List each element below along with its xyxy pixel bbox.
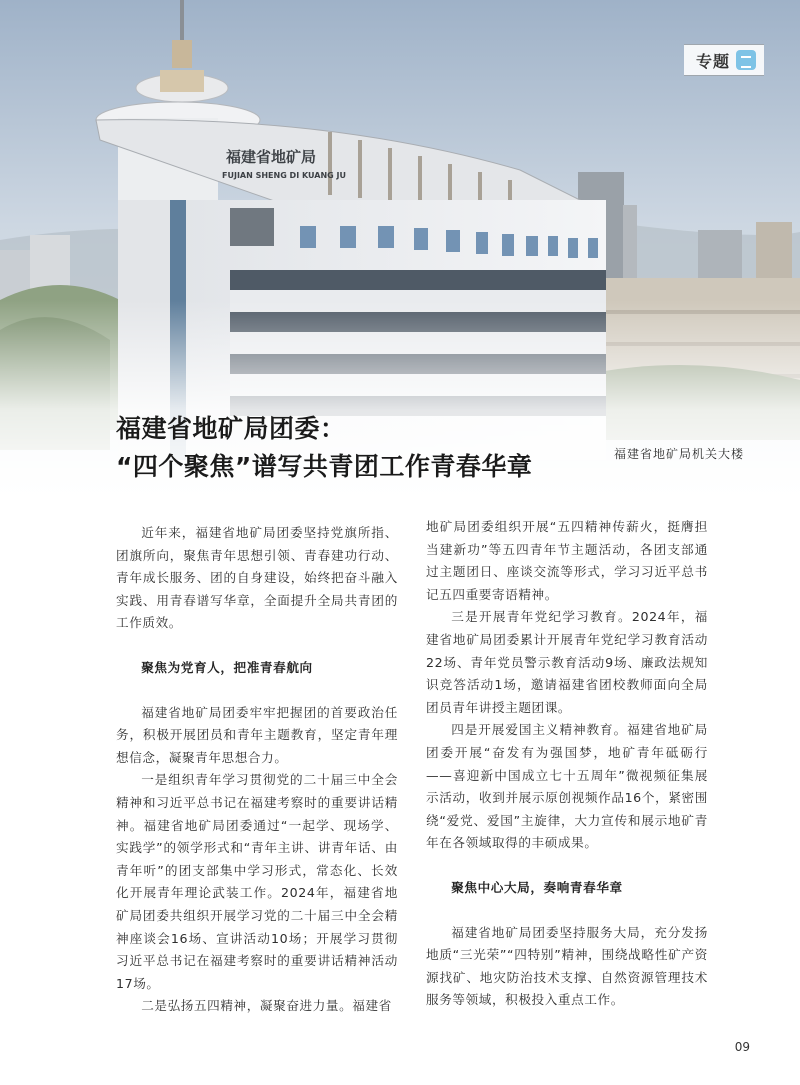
body-column-left — [116, 522, 398, 1018]
section-subheading: 聚焦中心大局，奏响青春华章 — [451, 879, 623, 895]
body-paragraph: 近年来，福建省地矿局团委坚持党旗所指、团旗所向，聚焦青年思想引领、青春建功行动、青年成长服务、团的自身建设，始终把奋斗融入实践、用青春谱写华章，全面提升全局共青团的工作质效。 — [116, 525, 398, 631]
article-headline — [116, 410, 532, 486]
section-tag-label: 专题 — [695, 51, 730, 71]
building-sign-cn: 福建省地矿局 — [226, 148, 317, 166]
body-paragraph: 一是组织青年学习贯彻党的二十届三中全会精神和习近平总书记在福建考察时的重要讲话精神。福建省地矿局团委通过“一起学、现场学、实践学”的领学形式和“青年主讲、讲青年话、由青年听”的团支部集中学习形式，常态化、长效化开展青年理论武装工作。2024年，福建省地矿局团委共组织开展学习党的二十届三中全会精神座谈会16场、宣讲活动10场；开展学习贯彻习近平总书记在福建考察时的重要讲话精神活动17场。 — [116, 772, 398, 991]
building-sign-en: FUJIAN SHENG DI KUANG JU — [222, 171, 346, 180]
body-paragraph: 四是开展爱国主义精神教育。福建省地矿局团委开展“奋发有为强国梦，地矿青年砥砺行——喜迎新中国成立七十五周年”微视频征集展示活动，收到并展示原创视频作品16个，紧密围绕“爱党、爱国”主旋律，大力宣传和展示地矿青年在各领域取得的丰硕成果。 — [426, 722, 708, 851]
body-paragraph: 三是开展青年党纪学习教育。2024年，福建省地矿局团委累计开展青年党纪学习教育活动22场、青年党员警示教育活动9场、廉政法规知识竞答活动1场，邀请福建省团校教师面向全局团员青年讲授主题团课。 — [426, 609, 708, 715]
section-tag — [684, 44, 764, 76]
body-column-right — [426, 516, 708, 1012]
section-subheading: 聚焦为党育人，把准青春航向 — [141, 659, 313, 675]
photo-caption: 福建省地矿局机关大楼 — [614, 447, 745, 461]
body-paragraph: 地矿局团委组织开展“五四精神传薪火，挺膺担当建新功”等五四青年节主题活动，各团支部通过主题团日、座谈交流等形式，学习习近平总书记五四重要寄语精神。 — [426, 519, 708, 602]
body-paragraph: 福建省地矿局团委牢牢把握团的首要政治任务，积极开展团员和青年主题教育，坚定青年理想信念，凝聚青年思想合力。 — [116, 704, 398, 765]
page-number: 09 — [734, 1040, 750, 1054]
body-paragraph: 福建省地矿局团委坚持服务大局，充分发扬地质“三光荣”“四特别”精神，围绕战略性矿产资源找矿、地灾防治技术支撑、自然资源管理技术服务等领域，积极投入重点工作。 — [426, 924, 708, 1008]
headline-line-1: 福建省地矿局团委： — [116, 414, 346, 443]
chat-icon — [736, 50, 756, 70]
body-paragraph: 二是弘扬五四精神，凝聚奋进力量。福建省 — [141, 998, 392, 1014]
headline-line-2: “四个聚焦”谱写共青团工作青春华章 — [116, 452, 533, 481]
